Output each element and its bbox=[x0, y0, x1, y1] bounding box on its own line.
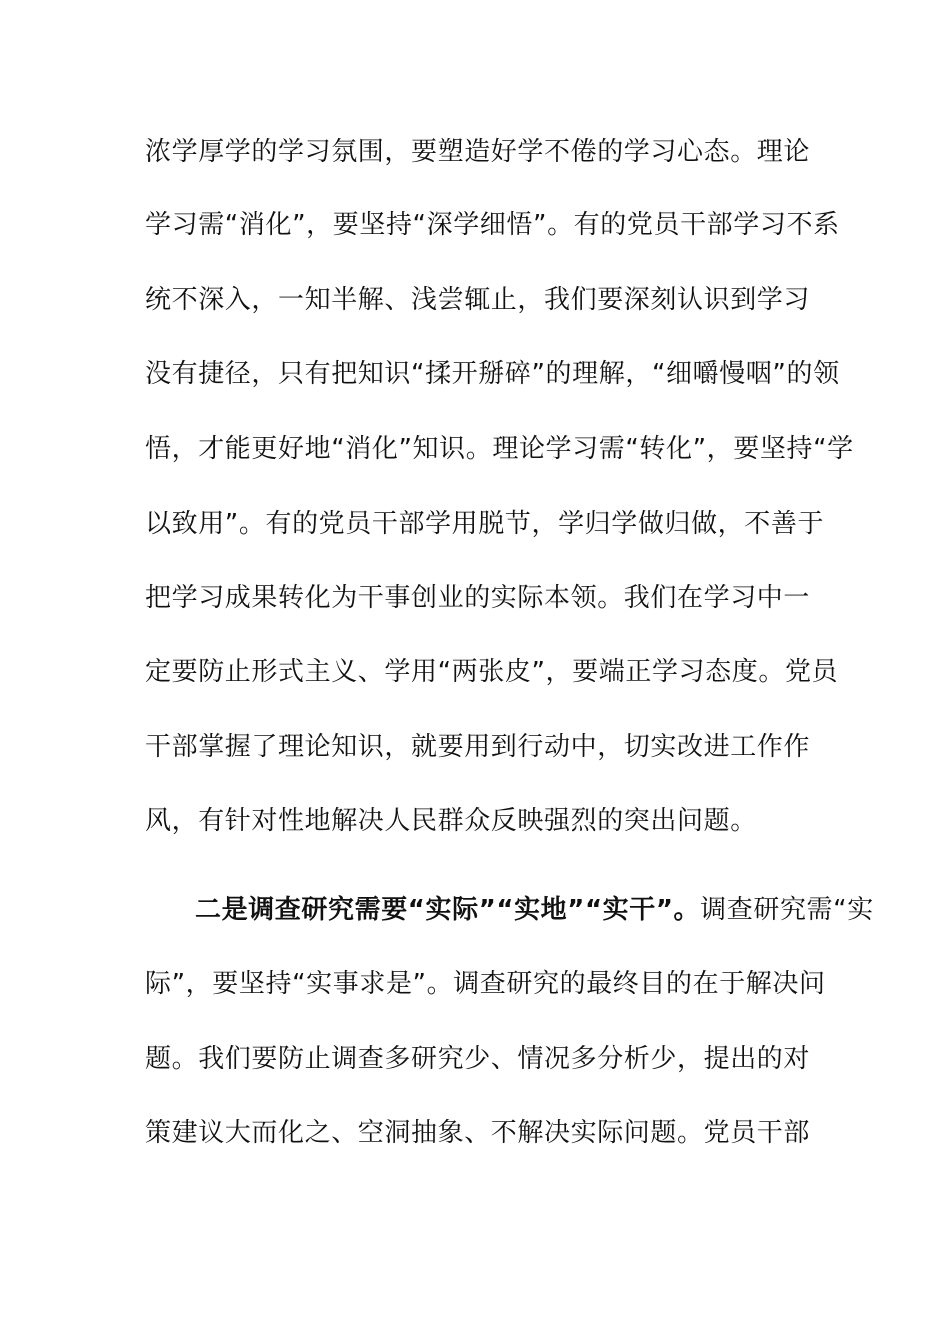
paragraph-1-line-4: 没有捷径，只有把知识“揉开掰碎”的理解，“细嚼慢咽”的领 bbox=[145, 359, 840, 389]
paragraph-1-line-10: 风，有针对性地解决人民群众反映强烈的突出问题。 bbox=[145, 806, 757, 836]
paragraph-1-line-2: 学习需“消化”，要坚持“深学细悟”。有的党员干部学习不系 bbox=[145, 210, 840, 240]
paragraph-2-line-2: 际”，要坚持“实事求是”。调查研究的最终目的在于解决问 bbox=[145, 969, 826, 999]
paragraph-2-line-1-rest: 调查研究需“实 bbox=[700, 895, 874, 925]
paragraph-2-line-3: 题。我们要防止调查多研究少、情况多分析少，提出的对 bbox=[145, 1044, 811, 1074]
paragraph-1-line-5: 悟，才能更好地“消化”知识。理论学习需“转化”，要坚持“学 bbox=[145, 434, 854, 464]
paragraph-1-line-8: 定要防止形式主义、学用“两张皮”，要端正学习态度。党员 bbox=[145, 657, 839, 687]
paragraph-2-line-1 bbox=[195, 892, 874, 928]
paragraph-1-line-1: 浓学厚学的学习氛围，要塑造好学不倦的学习心态。理论 bbox=[145, 137, 811, 167]
paragraph-2-line-4: 策建议大而化之、空洞抽象、不解决实际问题。党员干部 bbox=[145, 1118, 811, 1148]
paragraph-1-line-3: 统不深入，一知半解、浅尝辄止，我们要深刻认识到学习 bbox=[145, 285, 811, 315]
paragraph-1-line-6: 以致用”。有的党员干部学用脱节，学归学做归做，不善于 bbox=[145, 509, 825, 539]
paragraph-1-line-9: 干部掌握了理论知识，就要用到行动中，切实改进工作作 bbox=[145, 732, 811, 762]
paragraph-2-heading: 二是调查研究需要“实际”“实地”“实干”。 bbox=[195, 895, 701, 925]
paragraph-1-line-7: 把学习成果转化为干事创业的实际本领。我们在学习中一 bbox=[145, 583, 811, 613]
